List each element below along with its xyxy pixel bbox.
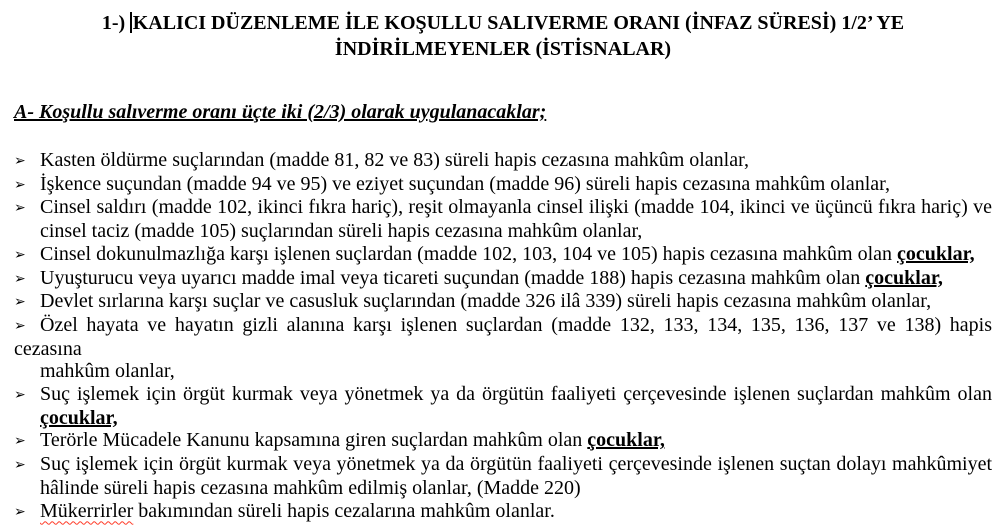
arrow-bullet-icon: ➢ bbox=[14, 503, 26, 520]
list-item-text: mahkûm olanlar, bbox=[40, 360, 175, 383]
list-item-line bbox=[14, 290, 992, 314]
list-item-line bbox=[14, 267, 992, 291]
list-item-text: Uyuşturucu veya uyarıcı madde imal veya ticareti suçundan (madde 188) hapis cezasına mahkûm olan bbox=[40, 266, 866, 289]
arrow-bullet-icon: ➢ bbox=[14, 294, 26, 311]
arrow-bullet-icon: ➢ bbox=[14, 176, 26, 193]
list-item-text: Cinsel dokunulmazlığa karşı işlenen suçlardan (madde 102, 103, 104 ve 105) hapis cezasına mahkûm olan bbox=[40, 242, 898, 265]
arrow-bullet-icon: ➢ bbox=[14, 200, 26, 217]
list-item bbox=[14, 196, 992, 242]
arrow-bullet-icon: ➢ bbox=[14, 387, 26, 404]
list-item-line bbox=[14, 173, 992, 197]
list-item-text: bakımından süreli hapis cezalarına mahkûm olanlar. bbox=[133, 499, 555, 522]
arrow-bullet-icon: ➢ bbox=[14, 433, 26, 450]
list-item-continuation-line bbox=[14, 407, 992, 430]
list-item-line bbox=[14, 149, 992, 173]
title-line-1-text: KALICI DÜZENLEME İLE KOŞULLU SALIVERME ORANI (İNFAZ SÜRESİ) 1/2’ YE bbox=[132, 12, 905, 34]
list-item bbox=[14, 429, 992, 453]
section-heading: A- Koşullu salıverme oranı üçte iki (2/3) olarak uygulanacaklar; bbox=[14, 101, 547, 123]
list-item-line bbox=[14, 500, 992, 524]
list-item-line bbox=[14, 243, 992, 267]
text-cursor bbox=[130, 12, 132, 33]
list-item-line bbox=[14, 429, 992, 453]
list-item-continuation-line bbox=[14, 360, 992, 383]
list-item bbox=[14, 149, 992, 173]
list-item-text: Suç işlemek için örgüt kurmak veya yönetmek ya da örgütün faaliyeti çerçevesinde işlenen suçlardan mahkûm olan bbox=[40, 383, 992, 406]
list-item bbox=[14, 267, 992, 291]
title-line-1 bbox=[14, 10, 992, 36]
list-item bbox=[14, 314, 992, 383]
exceptions-list bbox=[14, 149, 992, 523]
emphasized-text: çocuklar, bbox=[897, 242, 975, 265]
list-item bbox=[14, 500, 992, 524]
list-item bbox=[14, 173, 992, 197]
misspelled-word: Mükerrirler bbox=[40, 499, 134, 522]
list-item-text: Terörle Mücadele Kanunu kapsamına giren suçlardan mahkûm olan bbox=[40, 429, 588, 452]
arrow-bullet-icon: ➢ bbox=[14, 153, 26, 169]
list-item-continuation-line bbox=[14, 477, 992, 500]
list-item-text: hâlinde süreli hapis cezasına mahkûm edilmiş olanlar, (Madde 220) bbox=[40, 476, 581, 499]
list-item-text: Devlet sırlarına karşı suçlar ve casusluk suçlarından (madde 326 ilâ 339) süreli hapis cezasına mahkûm olanlar, bbox=[40, 290, 932, 313]
document-title bbox=[14, 10, 992, 62]
list-item-line bbox=[14, 314, 992, 360]
arrow-bullet-icon: ➢ bbox=[14, 317, 26, 334]
list-item-text: Özel hayata ve hayatın gizli alanına karşı işlenen suçlardan (madde 132, 133, 134, 135, 136, 137 ve 138) hapis cezasına bbox=[14, 313, 992, 360]
emphasized-text: çocuklar, bbox=[587, 429, 665, 452]
list-item-line bbox=[14, 383, 992, 407]
arrow-bullet-icon: ➢ bbox=[14, 270, 26, 287]
arrow-bullet-icon: ➢ bbox=[14, 457, 26, 474]
list-item bbox=[14, 290, 992, 314]
emphasized-text: çocuklar, bbox=[40, 406, 118, 429]
list-item-text: İşkence suçundan (madde 94 ve 95) ve eziyet suçundan (madde 96) süreli hapis cezasına mahkûm olanlar, bbox=[40, 172, 890, 195]
list-item-continuation-line bbox=[14, 220, 992, 243]
title-prefix: 1-) bbox=[101, 12, 126, 34]
arrow-bullet-icon: ➢ bbox=[14, 246, 26, 263]
list-item bbox=[14, 243, 992, 267]
emphasized-text: çocuklar, bbox=[865, 266, 943, 289]
list-item-line bbox=[14, 453, 992, 477]
list-item-text: Cinsel saldırı (madde 102, ikinci fıkra hariç), reşit olmayanla cinsel ilişki (madde 104, ikinci ve üçüncü fıkra hariç) ve bbox=[40, 196, 992, 219]
list-item-line bbox=[14, 196, 992, 220]
list-item bbox=[14, 453, 992, 499]
list-item-text: Suç işlemek için örgüt kurmak veya yönetmek ya da örgütün faaliyeti çerçevesinde işlenen suçtan dolayı mahkûmiyet bbox=[40, 453, 992, 476]
list-item bbox=[14, 383, 992, 429]
title-line-2: İNDİRİLMEYENLER (İSTİSNALAR) bbox=[334, 38, 672, 60]
list-item-text: Kasten öldürme suçlarından (madde 81, 82 ve 83) süreli hapis cezasına mahkûm olanlar, bbox=[40, 149, 749, 171]
list-item-text: cinsel taciz (madde 105) suçlarından süreli hapis cezasına mahkûm olanlar, bbox=[40, 220, 643, 243]
